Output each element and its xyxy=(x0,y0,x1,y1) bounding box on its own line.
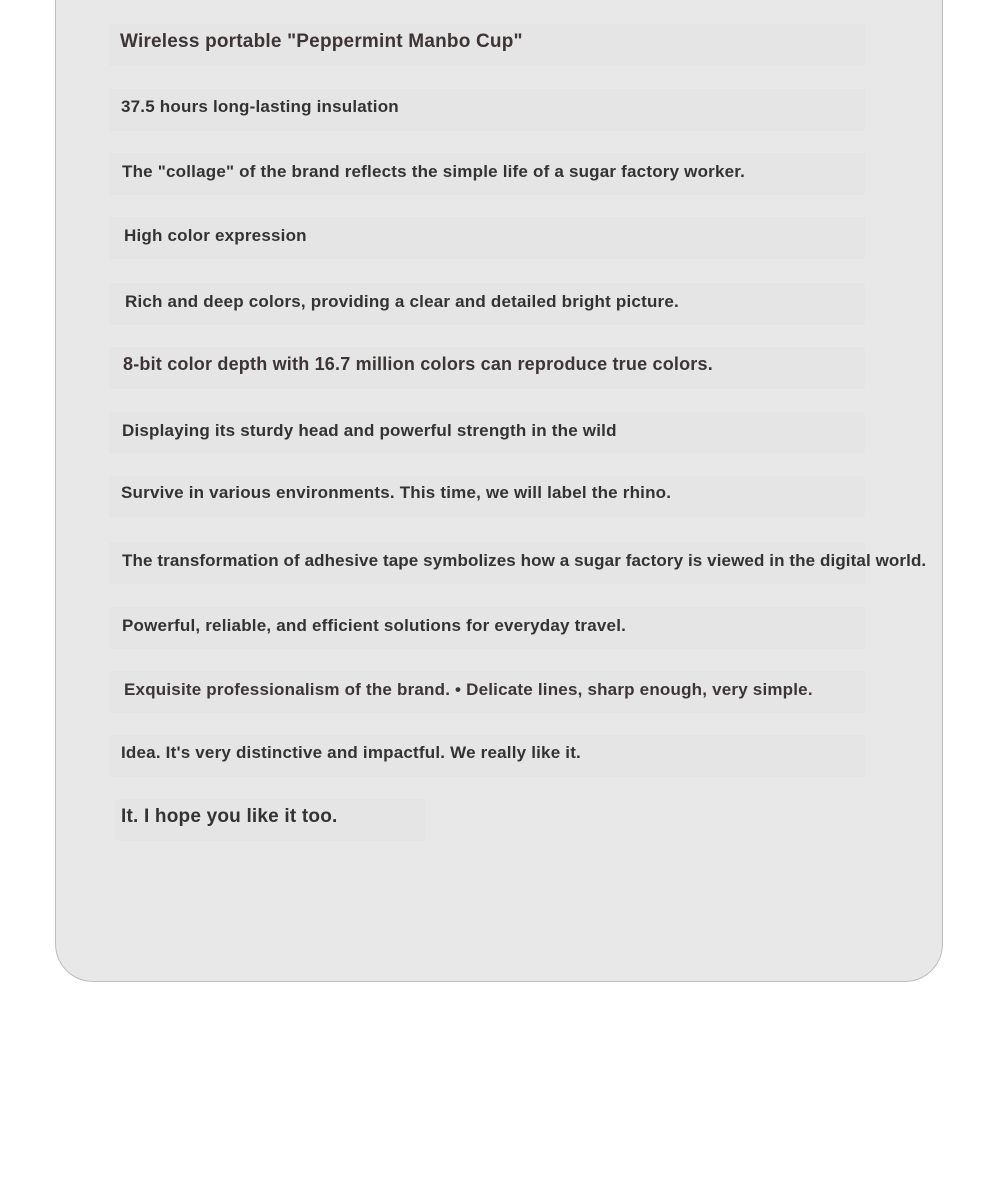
text-line: High color expression xyxy=(124,226,307,245)
text-line: The transformation of adhesive tape symbolizes how a sugar factory is viewed in the digital world. xyxy=(122,551,927,570)
text-line: Idea. It's very distinctive and impactful. We really like it. xyxy=(121,743,581,762)
text-line: Exquisite professionalism of the brand. • Delicate lines, sharp enough, very simple. xyxy=(124,680,813,699)
text-line: Survive in various environments. This time, we will label the rhino. xyxy=(121,483,672,502)
text-line: The "collage" of the brand reflects the simple life of a sugar factory worker. xyxy=(122,162,746,181)
text-line: Powerful, reliable, and efficient solutions for everyday travel. xyxy=(122,616,627,635)
text-line: Displaying its sturdy head and powerful strength in the wild xyxy=(122,421,617,440)
text-line: 37.5 hours long-lasting insulation xyxy=(121,97,399,116)
text-line: It. I hope you like it too. xyxy=(121,806,338,827)
headline-line: Wireless portable "Peppermint Manbo Cup" xyxy=(120,31,523,52)
text-line: 8-bit color depth with 16.7 million colors can reproduce true colors. xyxy=(123,354,713,374)
text-line: Rich and deep colors, providing a clear and detailed bright picture. xyxy=(125,292,679,311)
